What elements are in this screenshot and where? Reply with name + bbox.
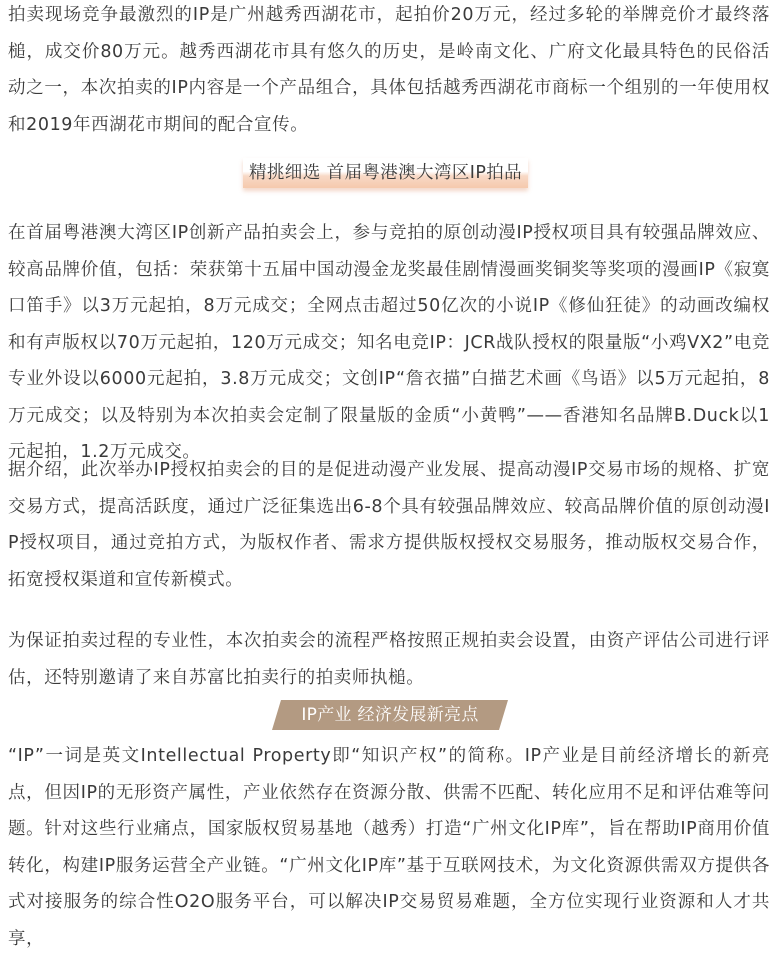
paragraph-ip-industry: “IP”一词是英文Intellectual Property即“知识产权”的简称。IP产业是目前经济增长的新亮点，但因IP的无形资产属性，产业依然存在资源分散、供需不匹配、转化应用不足和评估难等问题。针对这些行业痛点，国家版权贸易基地（越秀）打造“广州文化IP库”，旨在帮助IP商用价值转化，构建IP服务运营全产业链。“广州文化IP库”基于互联网技术，为文化资源供需双方提供各式对接服务的综合性O2O服务平台，可以解决IP交易贸易难题，全方位实现行业资源和人才共享， [8, 746, 770, 949]
section-heading-ip-industry [272, 700, 508, 730]
paragraph-auction-lots: 在首届粤港澳大湾区IP创新产品拍卖会上，参与竞拍的原创动漫IP授权项目具有较强品牌效应、较高品牌价值，包括：荣获第十五届中国动漫金龙奖最佳剧情漫画奖铜奖等奖项的漫画IP《寂寞口笛手》以3万元起拍，8万元成交；全网点击超过50亿次的小说IP《修仙狂徒》的动画改编权和有声版权以70万元起拍，120万元成交；知名电竞IP：JCR战队授权的限量版“小鸡VX2”电竞专业外设以6000元起拍，3.8万元成交；文创IP“詹衣描”白描艺术画《鸟语》以5万元起拍，8万元成交；以及特别为本次拍卖会定制了限量版的金质“小黄鸭”——香港知名品牌B.Duck以1元起拍，1.2万元成交。 [8, 223, 770, 462]
section-heading-ip-industry-label: IP产业 经济发展新亮点 [301, 705, 479, 725]
section-heading-ip-lots: 精挑细选 首届粤港澳大湾区IP拍品 [243, 158, 528, 188]
paragraph-auction-process: 为保证拍卖过程的专业性，本次拍卖会的流程严格按照正规拍卖会设置，由资产评估公司进行评估，还特别邀请了来自苏富比拍卖行的拍卖师执槌。 [8, 631, 770, 688]
paragraph-auction-purpose: 据介绍，此次举办IP授权拍卖会的目的是促进动漫产业发展、提高动漫IP交易市场的规格、扩宽交易方式，提高活跃度，通过广泛征集选出6-8个具有较强品牌效应、较高品牌价值的原创动漫IP授权项目，通过竞拍方式，为版权作者、需求方提供版权授权交易服务，推动版权交易合作，拓宽授权渠道和宣传新模式。 [8, 460, 770, 590]
paragraph-flower-market-auction: 拍卖现场竞争最激烈的IP是广州越秀西湖花市，起拍价20万元，经过多轮的举牌竞价才最终落槌，成交价80万元。越秀西湖花市具有悠久的历史，是岭南文化、广府文化最具特色的民俗活动之一，本次拍卖的IP内容是一个产品组合，具体包括越秀西湖花市商标一个组别的一年使用权和2019年西湖花市期间的配合宣传。 [8, 5, 770, 135]
